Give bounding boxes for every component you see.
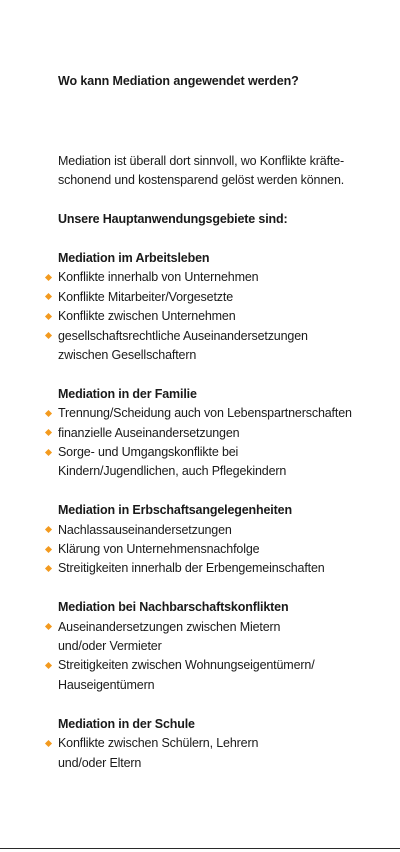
orange-diamond-bullet-icon	[45, 662, 52, 669]
orange-diamond-bullet-icon	[45, 565, 52, 572]
list-item-text: Auseinandersetzungen zwischen Mietern	[58, 619, 281, 634]
list-item-text: finanzielle Auseinandersetzungen	[58, 425, 240, 440]
orange-diamond-bullet-icon	[45, 410, 52, 417]
section	[58, 249, 378, 365]
list-item	[58, 540, 378, 559]
section	[58, 385, 378, 482]
intro-paragraph	[58, 152, 378, 191]
list-item	[58, 404, 378, 423]
intro-line: Mediation ist überall dort sinnvoll, wo Konflikte kräfte-	[58, 154, 345, 168]
list-item-text: zwischen Gesellschaftern	[58, 348, 197, 363]
list-item-text: und/oder Vermieter	[58, 639, 162, 654]
section	[58, 715, 378, 773]
list-item	[58, 656, 378, 695]
section-title: Mediation in der Schule	[58, 716, 195, 731]
list-item-text: Trennung/Scheidung auch von Lebenspartnerschaften	[58, 406, 352, 421]
list-item-text: Streitigkeiten innerhalb der Erbengemeinschaften	[58, 561, 325, 576]
bullet-list	[58, 618, 378, 696]
list-item	[58, 734, 378, 773]
list-item-text: Kindern/Jugendlichen, auch Pflegekindern	[58, 464, 287, 479]
bullet-list	[58, 734, 378, 773]
section-title: Mediation in Erbschaftsangelegenheiten	[58, 503, 292, 518]
list-item-text: und/oder Eltern	[58, 755, 142, 770]
intro-line: schonend und kostensparend gelöst werden können.	[58, 173, 345, 188]
list-item	[58, 307, 378, 326]
lead-heading: Unsere Hauptanwendungsgebiete sind:	[58, 212, 288, 227]
section	[58, 598, 378, 695]
list-item	[58, 268, 378, 287]
list-item-text: Konflikte Mitarbeiter/Vorgesetzte	[58, 289, 234, 304]
orange-diamond-bullet-icon	[45, 293, 52, 300]
section-title: Mediation im Arbeitsleben	[58, 251, 210, 265]
list-item-text: Klärung von Unternehmensnachfolge	[58, 542, 260, 557]
bottom-divider	[0, 848, 400, 849]
list-item	[58, 618, 378, 657]
list-item	[58, 288, 378, 307]
list-item	[58, 327, 378, 366]
list-item-text: Nachlassauseinandersetzungen	[58, 522, 232, 537]
orange-diamond-bullet-icon	[45, 740, 52, 747]
bullet-list	[58, 268, 378, 365]
orange-diamond-bullet-icon	[45, 429, 52, 436]
bullet-list	[58, 404, 378, 482]
orange-diamond-bullet-icon	[45, 332, 52, 339]
list-item-text: Konflikte zwischen Schülern, Lehrern	[58, 736, 259, 751]
sections-container	[58, 249, 378, 773]
list-item-text: gesellschaftsrechtliche Auseinandersetzungen	[58, 328, 308, 343]
list-item	[58, 559, 378, 578]
orange-diamond-bullet-icon	[45, 449, 52, 456]
list-item-text: Konflikte zwischen Unternehmen	[58, 309, 236, 324]
list-item-text: Sorge- und Umgangskonflikte bei	[58, 445, 239, 460]
list-item-text: Streitigkeiten zwischen Wohnungseigentümern/	[58, 658, 315, 673]
orange-diamond-bullet-icon	[45, 313, 52, 320]
section	[58, 501, 378, 579]
list-item	[58, 521, 378, 540]
list-item	[58, 443, 378, 482]
content-body	[58, 152, 378, 792]
bullet-list	[58, 521, 378, 579]
orange-diamond-bullet-icon	[45, 526, 52, 533]
section-title: Mediation in der Familie	[58, 386, 197, 401]
orange-diamond-bullet-icon	[45, 623, 52, 630]
section-title: Mediation bei Nachbarschaftskonflikten	[58, 600, 289, 615]
list-item-text: Konflikte innerhalb von Unternehmen	[58, 270, 259, 285]
orange-diamond-bullet-icon	[45, 546, 52, 553]
list-item-text: Hauseigentümern	[58, 677, 155, 692]
list-item	[58, 424, 378, 443]
page-title: Wo kann Mediation angewendet werden?	[58, 74, 299, 88]
orange-diamond-bullet-icon	[45, 274, 52, 281]
